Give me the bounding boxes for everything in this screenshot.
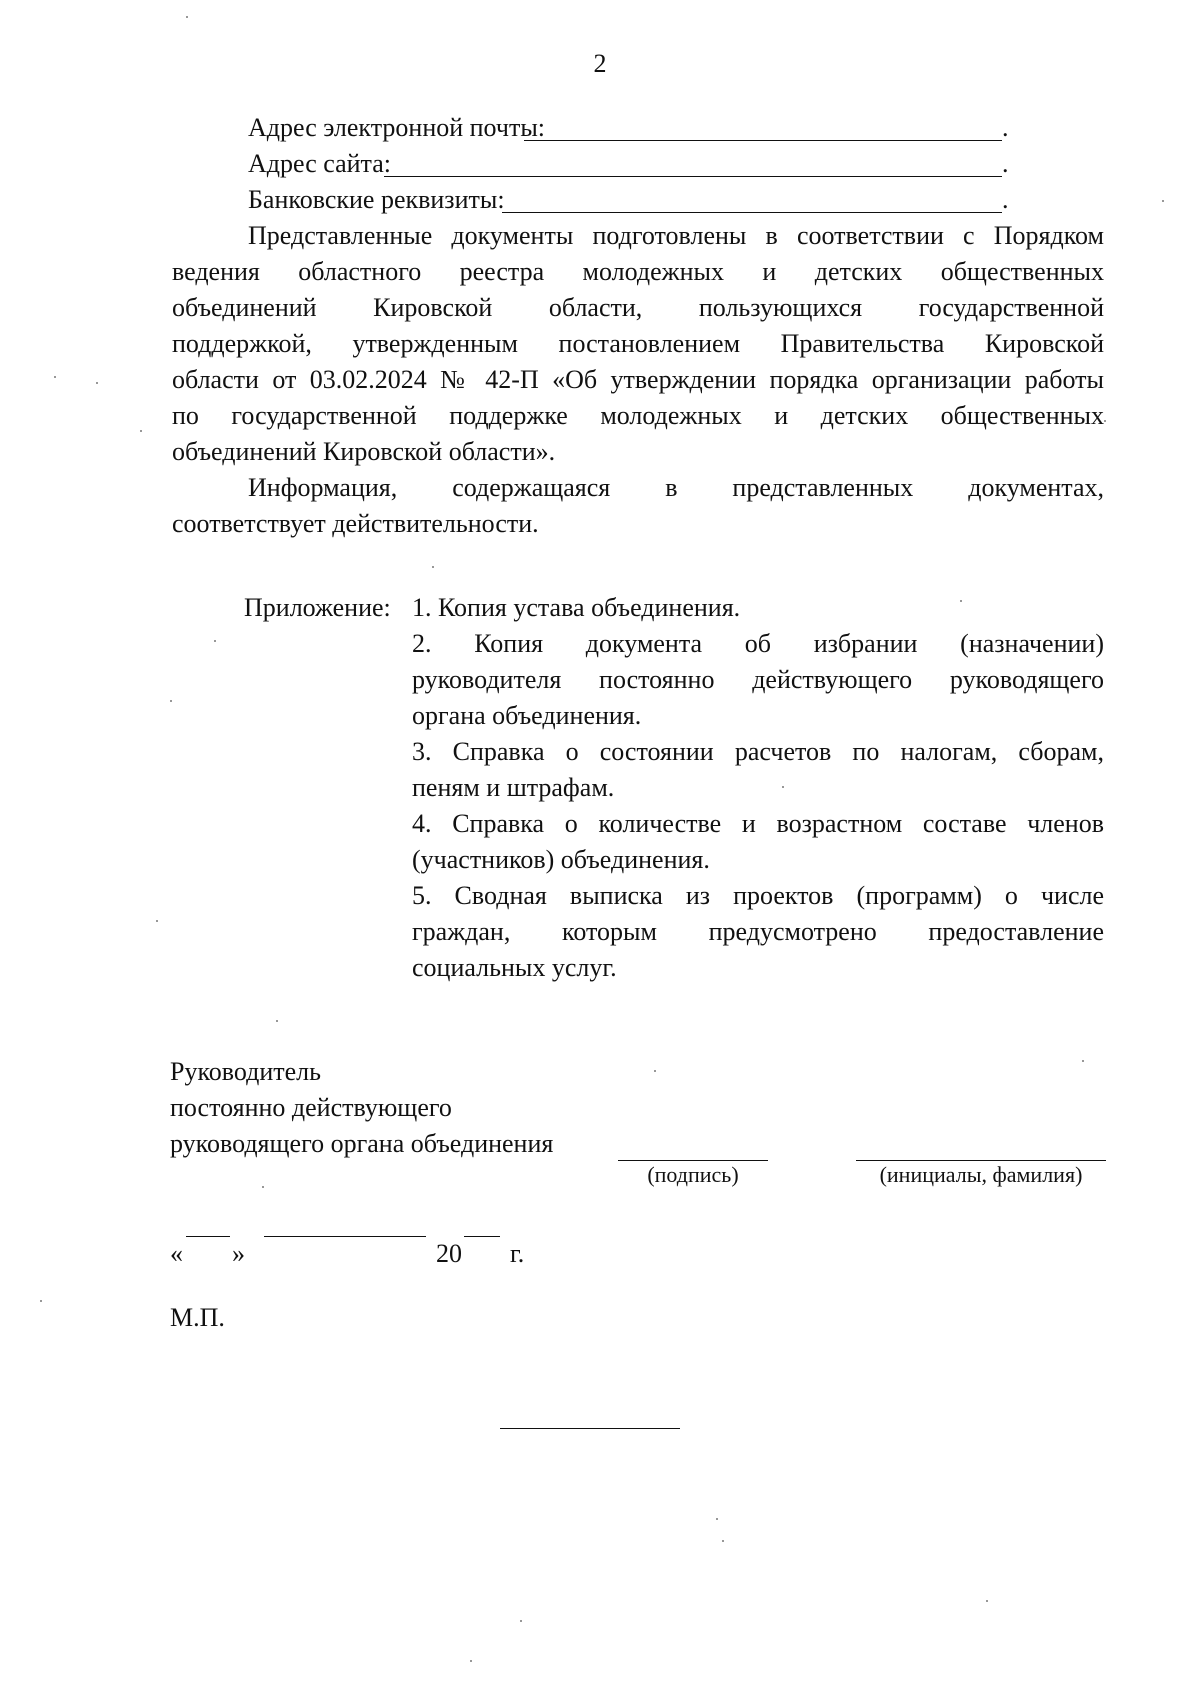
attachment-item: пеням и штрафам.: [412, 773, 615, 802]
date-year-suffix: г.: [510, 1239, 525, 1268]
scan-speck: [960, 600, 962, 602]
scan-speck: [276, 1020, 278, 1022]
scan-speck: [986, 1600, 988, 1602]
signer-title-line: постоянно действующего: [170, 1093, 452, 1122]
attachment-item: социальных услуг.: [412, 953, 617, 982]
date-century: 20: [436, 1239, 462, 1268]
site-label: Адрес сайта:: [248, 149, 391, 178]
email-field-row: [248, 110, 1108, 146]
attachments-list: [412, 878, 1104, 986]
scan-speck: [54, 376, 56, 378]
scan-speck: [654, 1070, 656, 1072]
signer-title-line: Руководитель: [170, 1057, 321, 1086]
scan-speck: [140, 430, 142, 432]
signer-title-line: руководящего органа объединения: [170, 1129, 554, 1158]
attachments-label: Приложение:: [244, 593, 391, 622]
page-number: 2: [593, 49, 607, 78]
day-blank-line[interactable]: [186, 1236, 230, 1237]
date-open-quote: «: [170, 1239, 183, 1268]
month-blank-line[interactable]: [264, 1236, 426, 1237]
scan-speck: [262, 1186, 264, 1188]
site-blank-line[interactable]: [384, 176, 1002, 177]
attachments-list: [412, 806, 1104, 878]
bank-terminator: .: [1002, 185, 1009, 214]
attachment-item: 2. Копия документа об избрании (назначении): [412, 629, 1104, 658]
paragraph-accuracy: [172, 470, 1104, 542]
attachment-item: руководителя постоянно действующего руководящего: [412, 665, 1104, 694]
paragraph-line: по государственной поддержке молодежных и детских общественных: [172, 401, 1104, 430]
scan-speck: [214, 640, 216, 642]
scan-speck: [1162, 200, 1164, 202]
scan-speck: [722, 1540, 724, 1542]
attachment-item: 1. Копия устава объединения.: [412, 593, 741, 622]
name-line[interactable]: [856, 1160, 1106, 1161]
end-of-document-rule: [500, 1428, 680, 1429]
name-hint: (инициалы, фамилия): [879, 1162, 1083, 1187]
scan-speck: [40, 1300, 42, 1302]
email-blank-line[interactable]: [524, 140, 1002, 141]
attachments-list: [412, 734, 1104, 806]
year-blank-line[interactable]: [464, 1236, 500, 1237]
scan-speck: [1104, 420, 1106, 422]
scan-speck: [716, 1518, 718, 1520]
signature-hint: (подпись): [647, 1162, 739, 1187]
scan-speck: [432, 566, 434, 568]
scan-speck: [96, 382, 98, 384]
stamp-place: М.П.: [170, 1303, 225, 1332]
bank-blank-line[interactable]: [502, 212, 1002, 213]
attachment-item: 3. Справка о состоянии расчетов по налогам, сборам,: [412, 737, 1104, 766]
paragraph-basis: [172, 218, 1104, 470]
site-terminator: .: [1002, 149, 1009, 178]
scan-speck: [782, 786, 784, 788]
paragraph-line: Представленные документы подготовлены в соответствии с Порядком: [248, 221, 1104, 250]
attachment-item: граждан, которым предусмотрено предоставление: [412, 917, 1104, 946]
email-terminator: .: [1002, 113, 1009, 142]
paragraph-line: объединений Кировской области, пользующихся государственной: [172, 293, 1104, 322]
scan-speck: [470, 1660, 472, 1662]
email-label: Адрес электронной почты:: [248, 113, 546, 142]
scan-speck: [156, 920, 158, 922]
paragraph-line: Информация, содержащаяся в представленных документах,: [248, 473, 1104, 502]
attachment-item: 5. Сводная выписка из проектов (программ) о числе: [412, 881, 1104, 910]
attachments-list: [412, 590, 1104, 626]
paragraph-line: поддержкой, утвержденным постановлением Правительства Кировской: [172, 329, 1104, 358]
attachment-item: (участников) объединения.: [412, 845, 710, 874]
paragraph-line: объединений Кировской области».: [172, 437, 556, 466]
scan-speck: [170, 700, 172, 702]
site-field-row: [248, 146, 1108, 182]
paragraph-line: области от 03.02.2024 № 42-П «Об утверждении порядка организации работы: [172, 365, 1104, 394]
scan-speck: [186, 16, 188, 18]
attachment-item: 4. Справка о количестве и возрастном составе членов: [412, 809, 1104, 838]
paragraph-line: соответствует действительности.: [172, 509, 539, 538]
signature-line[interactable]: [618, 1160, 768, 1161]
date-close-quote: »: [232, 1239, 245, 1268]
paragraph-line: ведения областного реестра молодежных и детских общественных: [172, 257, 1104, 286]
attachment-item: органа объединения.: [412, 701, 642, 730]
attachments-list: [412, 626, 1104, 734]
scan-speck: [1082, 1060, 1084, 1062]
bank-field-row: [248, 182, 1108, 218]
bank-label: Банковские реквизиты:: [248, 185, 505, 214]
scan-speck: [520, 1620, 522, 1622]
